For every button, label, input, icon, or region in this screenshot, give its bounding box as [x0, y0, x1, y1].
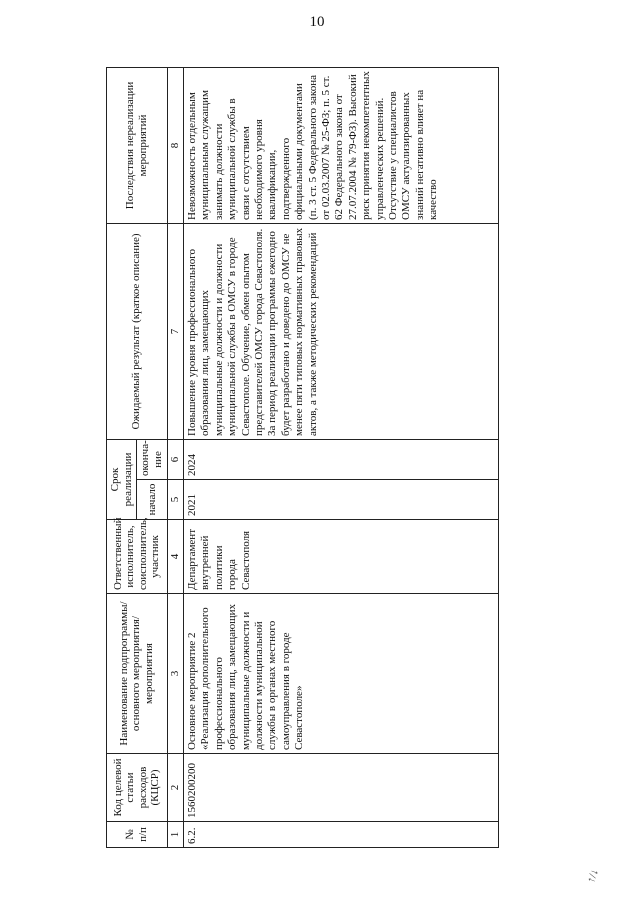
- margin-mark: ↑/↓: [584, 867, 602, 885]
- col-number: 2: [167, 754, 183, 822]
- cell-num: 6.2.: [183, 822, 498, 848]
- header-name: Наименование подпрограммы/ основного мероприятия/ мероприятия: [107, 594, 168, 754]
- program-activities-table: [106, 67, 499, 848]
- header-term: Срок реализации: [107, 439, 137, 519]
- header-result: Ожидаемый результат (краткое описание): [107, 223, 168, 439]
- col-number: 8: [167, 67, 183, 223]
- header-start: начало: [137, 480, 167, 520]
- col-number: 5: [167, 480, 183, 520]
- cell-responsible: Департамент внутренней политики города Севастополя: [183, 520, 498, 594]
- col-number: 7: [167, 223, 183, 439]
- header-row: [107, 67, 137, 847]
- cell-start: 2021: [183, 480, 498, 520]
- col-number: 4: [167, 520, 183, 594]
- header-num: № п/п: [107, 822, 168, 848]
- col-number: 3: [167, 594, 183, 754]
- table-row: [183, 67, 498, 847]
- column-number-row: [167, 67, 183, 847]
- header-responsible: Ответственный исполнитель, соисполнитель, участник: [107, 520, 168, 594]
- rotated-table-container: [106, 68, 520, 848]
- cell-consequences: Невозможность отдельным муниципальным служащим занимать должности муниципальной службы в связи с отсутствием необходимого уровня квалификации, подтвержденного официальными документами (п. 3 ст. 5 Федерального закона от 02.03.2007 № 25-ФЗ; п. 5 ст. 62 Федерального закона от 27.07.2004 № 79-ФЗ). Высокий риск принятия некомпетентных управленческих решений. Отсутствие у специалистов ОМСУ актуализированных знаний негативно влияет на качество: [183, 67, 498, 223]
- col-number: 1: [167, 822, 183, 848]
- header-end: оконча-ние: [137, 439, 167, 479]
- page-number: 10: [309, 14, 325, 30]
- cell-result: Повышение уровня профессионального образования лиц, замещающих муниципальные должности и должности муниципальной службы в ОМСУ в городе Севастополе. Обучение, обмен опытом представителей ОМСУ города Севастополя. За период реализации программы ежегодно будет разработано и доведено до ОМСУ не менее пяти типовых нормативных правовых актов, а также методических рекомендаций: [183, 223, 498, 439]
- cell-name: Основное мероприятие 2 «Реализация дополнительного профессионального образования лиц, замещающих муниципальные должности и должности муниципальной службы в органах местного самоуправления в городе Севастополе»: [183, 594, 498, 754]
- header-code: Код целевой статьи расходов (КЦСР): [107, 754, 168, 822]
- col-number: 6: [167, 439, 183, 479]
- header-consequences: Последствия нереализации мероприятий: [107, 67, 168, 223]
- cell-code: 1560200200: [183, 754, 498, 822]
- cell-end: 2024: [183, 439, 498, 479]
